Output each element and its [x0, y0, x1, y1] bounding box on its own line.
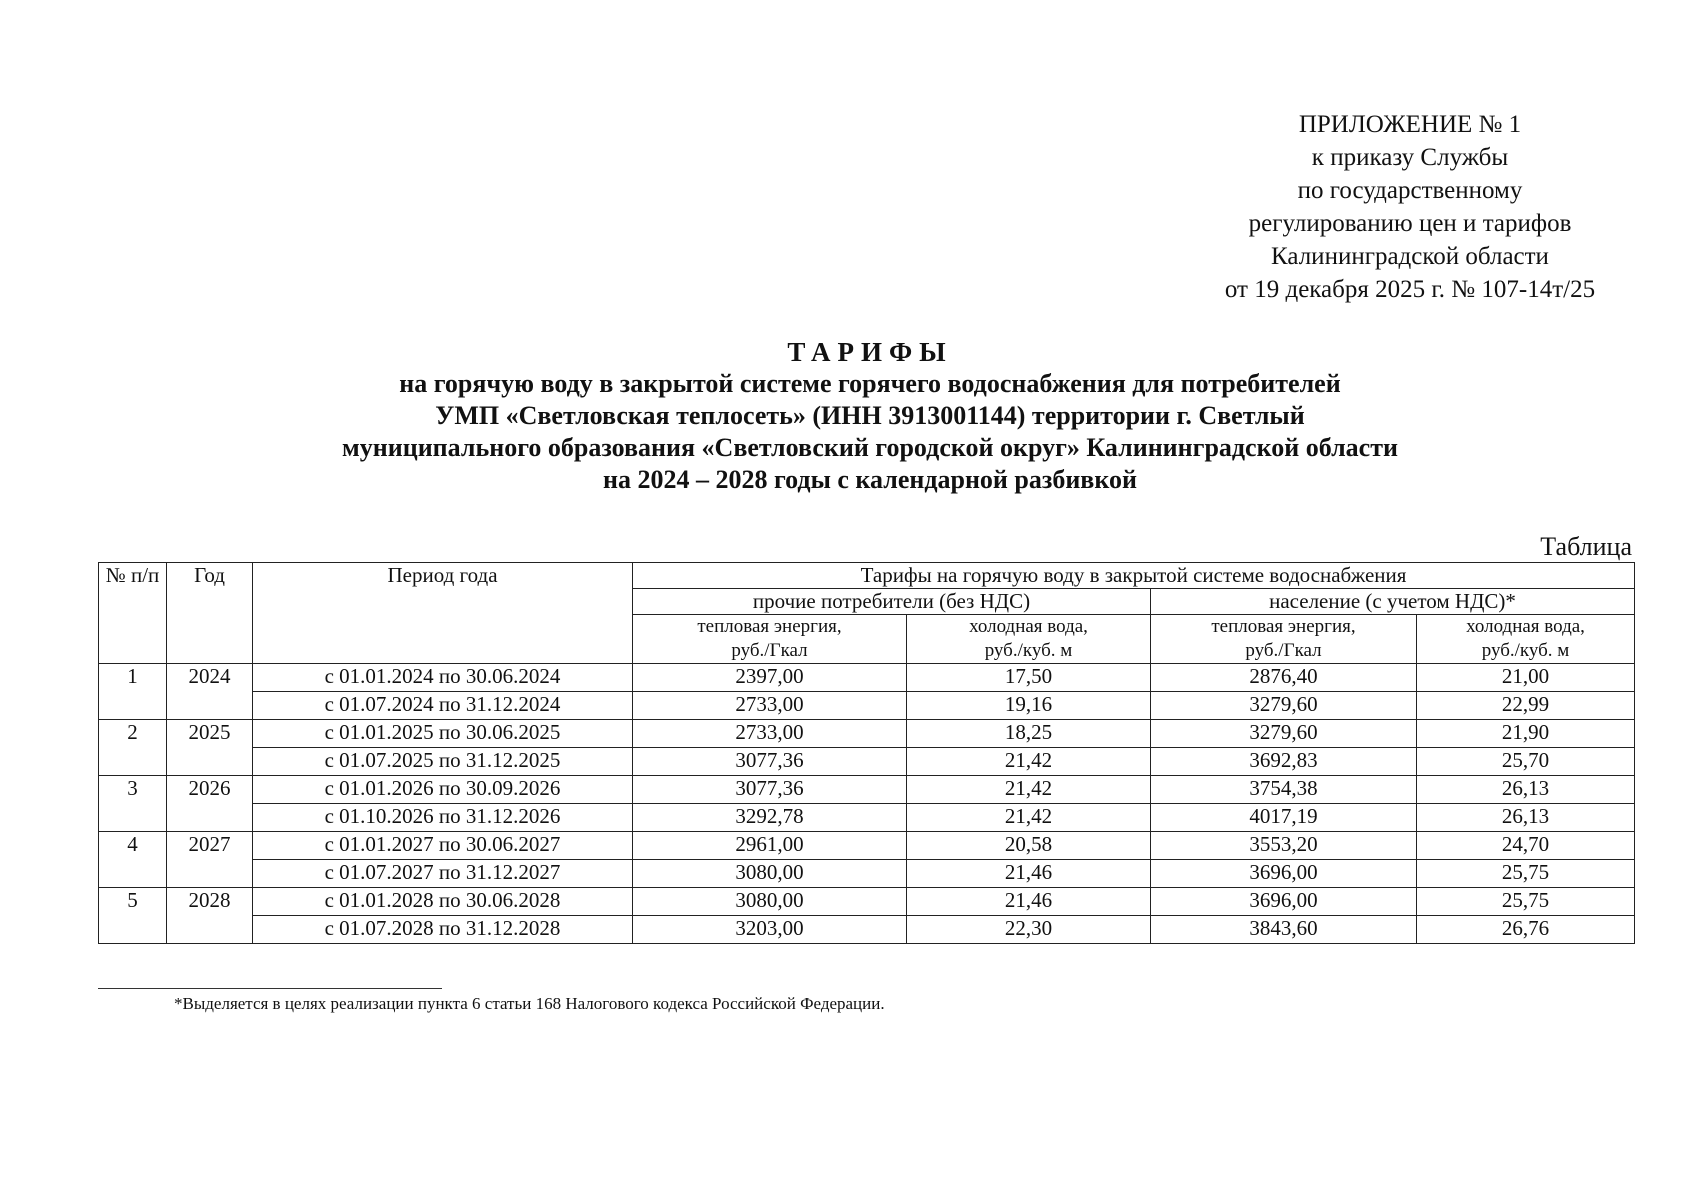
- period-cell: с 01.01.2026 по 30.09.2026: [253, 776, 633, 804]
- other-cold-cell: 18,25: [907, 720, 1151, 748]
- other-heat-cell: 3080,00: [633, 860, 907, 888]
- title-line: УМП «Светловская теплосеть» (ИНН 3913001144) территории г. Светлый: [435, 401, 1305, 430]
- table-row: [99, 804, 1635, 832]
- year-cell: 2026: [167, 776, 253, 832]
- population-cold-cell: 24,70: [1417, 832, 1635, 860]
- year-cell: 2027: [167, 832, 253, 888]
- header-other-cold: [907, 615, 1151, 664]
- population-heat-cell: 3279,60: [1151, 692, 1417, 720]
- table-caption: Таблица: [1540, 532, 1632, 561]
- appendix-line: Калининградской области: [1271, 243, 1549, 270]
- period-cell: с 01.01.2027 по 30.06.2027: [253, 832, 633, 860]
- population-cold-cell: 25,75: [1417, 860, 1635, 888]
- population-cold-cell: 25,75: [1417, 888, 1635, 916]
- year-cell: 2028: [167, 888, 253, 944]
- header-population-heat: [1151, 615, 1417, 664]
- period-cell: с 01.07.2027 по 31.12.2027: [253, 860, 633, 888]
- period-cell: с 01.10.2026 по 31.12.2026: [253, 804, 633, 832]
- header-cold-line2: руб./куб. м: [984, 640, 1073, 661]
- other-heat-cell: 2733,00: [633, 692, 907, 720]
- population-cold-cell: 21,00: [1417, 664, 1635, 692]
- num-cell: 2: [99, 720, 167, 776]
- header-other-consumers: прочие потребители (без НДС): [633, 589, 1151, 615]
- population-cold-cell: 25,70: [1417, 748, 1635, 776]
- num-cell: 1: [99, 664, 167, 720]
- header-population-cold: [1417, 615, 1635, 664]
- other-cold-cell: 21,42: [907, 776, 1151, 804]
- other-heat-cell: 3292,78: [633, 804, 907, 832]
- footnote-divider: [98, 988, 442, 989]
- other-heat-cell: 3203,00: [633, 916, 907, 944]
- title-line: на горячую воду в закрытой системе горячего водоснабжения для потребителей: [399, 369, 1341, 398]
- population-cold-cell: 26,13: [1417, 804, 1635, 832]
- table-row: [99, 776, 1635, 804]
- appendix-line: регулированию цен и тарифов: [1248, 210, 1572, 237]
- appendix-block: [1180, 108, 1640, 306]
- population-heat-cell: 3692,83: [1151, 748, 1417, 776]
- header-num: № п/п: [99, 563, 167, 664]
- period-cell: с 01.07.2025 по 31.12.2025: [253, 748, 633, 776]
- header-cold-line1: холодная вода,: [1466, 616, 1585, 637]
- population-heat-cell: 4017,19: [1151, 804, 1417, 832]
- num-cell: 3: [99, 776, 167, 832]
- header-heat-line1: тепловая энергия,: [697, 616, 842, 637]
- period-cell: с 01.01.2028 по 30.06.2028: [253, 888, 633, 916]
- population-heat-cell: 2876,40: [1151, 664, 1417, 692]
- population-heat-cell: 3279,60: [1151, 720, 1417, 748]
- header-heat-line2: руб./Гкал: [1245, 640, 1322, 661]
- population-heat-cell: 3696,00: [1151, 860, 1417, 888]
- tariffs-table: [98, 562, 1635, 944]
- table-row: [99, 748, 1635, 776]
- population-heat-cell: 3553,20: [1151, 832, 1417, 860]
- table-row: [99, 720, 1635, 748]
- title-line: на 2024 – 2028 годы с календарной разбивкой: [603, 465, 1137, 494]
- table-row: [99, 664, 1635, 692]
- period-cell: с 01.07.2024 по 31.12.2024: [253, 692, 633, 720]
- header-heat-line2: руб./Гкал: [731, 640, 808, 661]
- period-cell: с 01.01.2025 по 30.06.2025: [253, 720, 633, 748]
- header-population: население (с учетом НДС)*: [1151, 589, 1635, 615]
- population-heat-cell: 3843,60: [1151, 916, 1417, 944]
- other-cold-cell: 21,42: [907, 804, 1151, 832]
- period-cell: с 01.01.2024 по 30.06.2024: [253, 664, 633, 692]
- other-heat-cell: 3077,36: [633, 776, 907, 804]
- period-cell: с 01.07.2028 по 31.12.2028: [253, 916, 633, 944]
- population-heat-cell: 3696,00: [1151, 888, 1417, 916]
- other-cold-cell: 21,46: [907, 888, 1151, 916]
- title-main: ТАРИФЫ: [787, 337, 953, 367]
- title-line: муниципального образования «Светловский городской округ» Калининградской области: [342, 433, 1398, 462]
- other-cold-cell: 17,50: [907, 664, 1151, 692]
- table-row: [99, 832, 1635, 860]
- appendix-line: к приказу Службы: [1311, 144, 1509, 171]
- population-heat-cell: 3754,38: [1151, 776, 1417, 804]
- table-row: [99, 860, 1635, 888]
- num-cell: 5: [99, 888, 167, 944]
- appendix-line: от 19 декабря 2025 г. № 107-14т/25: [1224, 276, 1596, 303]
- other-heat-cell: 2733,00: [633, 720, 907, 748]
- table-row: [99, 916, 1635, 944]
- population-cold-cell: 26,13: [1417, 776, 1635, 804]
- header-cold-line2: руб./куб. м: [1481, 640, 1570, 661]
- other-heat-cell: 2397,00: [633, 664, 907, 692]
- other-cold-cell: 22,30: [907, 916, 1151, 944]
- table-row: [99, 692, 1635, 720]
- other-cold-cell: 19,16: [907, 692, 1151, 720]
- header-heat-line1: тепловая энергия,: [1211, 616, 1356, 637]
- population-cold-cell: 22,99: [1417, 692, 1635, 720]
- num-cell: 4: [99, 832, 167, 888]
- other-cold-cell: 21,46: [907, 860, 1151, 888]
- other-heat-cell: 3080,00: [633, 888, 907, 916]
- year-cell: 2024: [167, 664, 253, 720]
- header-year: Год: [167, 563, 253, 664]
- year-cell: 2025: [167, 720, 253, 776]
- other-cold-cell: 20,58: [907, 832, 1151, 860]
- header-tariffs-group: Тарифы на горячую воду в закрытой системе водоснабжения: [633, 563, 1635, 589]
- footnote: *Выделяется в целях реализации пункта 6 статьи 168 Налогового кодекса Российской Федерации.: [174, 994, 885, 1013]
- header-other-heat: [633, 615, 907, 664]
- appendix-line: по государственному: [1297, 177, 1523, 204]
- document-title: [150, 336, 1590, 496]
- other-cold-cell: 21,42: [907, 748, 1151, 776]
- table-row: [99, 888, 1635, 916]
- population-cold-cell: 26,76: [1417, 916, 1635, 944]
- population-cold-cell: 21,90: [1417, 720, 1635, 748]
- other-heat-cell: 3077,36: [633, 748, 907, 776]
- header-cold-line1: холодная вода,: [969, 616, 1088, 637]
- other-heat-cell: 2961,00: [633, 832, 907, 860]
- appendix-line: ПРИЛОЖЕНИЕ № 1: [1298, 111, 1522, 138]
- header-period: Период года: [253, 563, 633, 664]
- tariffs-table-body: [99, 664, 1635, 944]
